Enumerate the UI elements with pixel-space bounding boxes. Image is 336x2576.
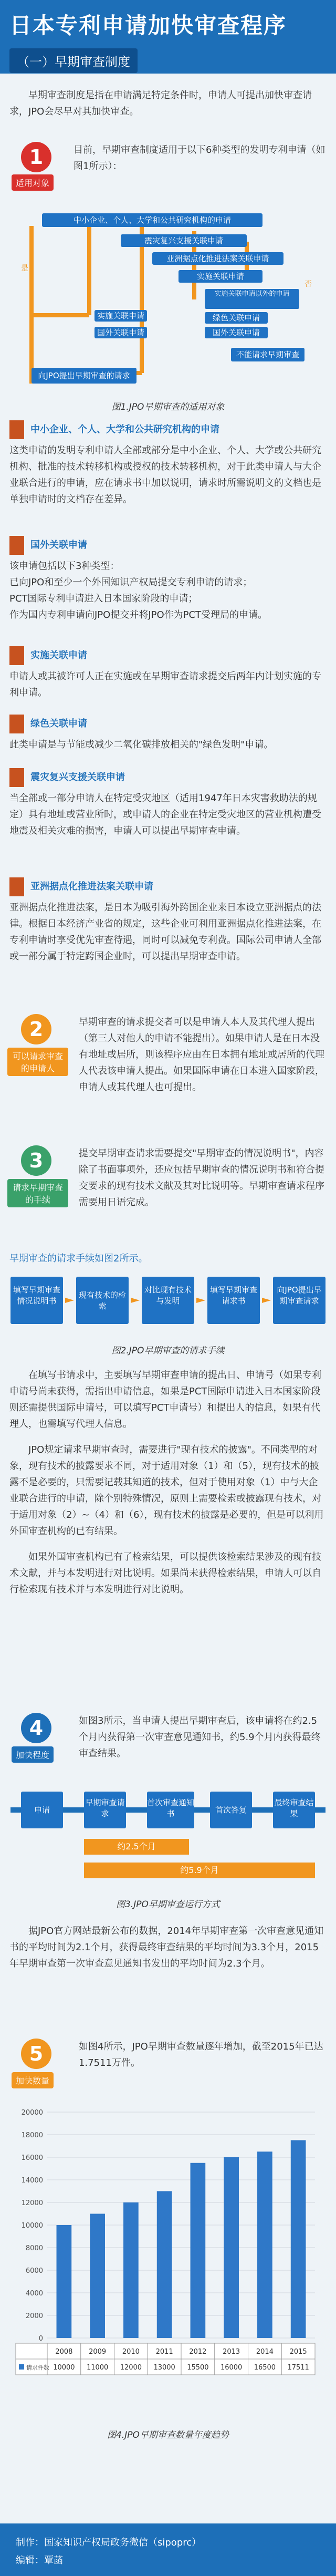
x-tick-label: 2011 [155, 2348, 173, 2356]
bar [123, 2202, 139, 2338]
page-title: 日本专利申请加快审查程序 [9, 13, 287, 38]
section2-title: 国外关联申请 [30, 540, 87, 551]
fig1-box-sme: 中小企业、个人、大学和公共研究机构的申请 [42, 213, 262, 227]
section4-text: 此类申请是与节能或减少二氧化碳排放相关的"绿色发明"申请。 [9, 739, 274, 750]
fig1-box-asia: 亚洲据点化推进法案关联申请 [152, 252, 284, 265]
step4-text-block [79, 1713, 327, 1762]
fig2-arrows [10, 1271, 326, 1334]
x-tick-label: 2015 [289, 2348, 307, 2356]
table-value: 17511 [287, 2364, 309, 2372]
step3-text: 提交早期审查请求需要提交"早期审查的情况说明书"，内容除了书面事项外，还应包括早期审查的情况说明书和符合提交要求的现有技术文献及其对比说明等。早期审查请求程序需要用日语完成。 [79, 1148, 324, 1208]
figure3 [10, 1786, 326, 1891]
figure2 [10, 1271, 326, 1334]
after-fig2-para1: 在填写书请求中，主要填写早期审查申请的提出日、申请号（如果专利申请号尚未获得，需指出申请信息，如果是PCT国际申请进入日本国家阶段则还需提供国际申请号，可以填写PCT申请号）和提出人的信息，如果有代理人，也需填写代理人信息。 [9, 1370, 321, 1430]
section5-body [9, 790, 327, 839]
figure4 [10, 2102, 326, 2417]
step2-text: 早期审查的请求提交者可以是申请人本人及其代理人提出（第三人对他人的申请不能提出）。如果申请人是在日本没有地址或居所，则该程序应由在日本拥有地址或居所的代理人代表该申请人提出。如果国际申请在日本进入国家阶段，申请人或其代理人也可提出。 [79, 1017, 324, 1093]
bar [57, 2225, 72, 2338]
section4-body [9, 737, 327, 753]
fig2-step5: 向JPO提出早期审查请求 [273, 1277, 326, 1324]
section5-text: 当全部或一部分申请人在特定受灾地区（适用1947年日本灾害救助法的规定）具有地址或营业所时，或申请人的企业在特定受灾地区的营业机构遭受地震及相关灾难的损害，申请人可以提出早期审查申请。 [9, 793, 321, 836]
x-tick-label: 2013 [223, 2348, 240, 2356]
figure2-caption: 图2.JPO早期审查的请求手续 [111, 1346, 225, 1356]
fig1-yes-label: 是 [21, 264, 28, 273]
intro-block [9, 87, 327, 120]
step3-text-block [79, 1145, 327, 1211]
bar [224, 2157, 239, 2338]
y-tick-label: 8000 [25, 2244, 43, 2252]
table-value: 12000 [120, 2364, 142, 2372]
fig1-box-disaster: 震灾复兴支援关联申请 [121, 234, 247, 247]
figure4-caption: 图4.JPO早期审查数量年度趋势 [107, 2430, 229, 2440]
step2-label: 可以请求审查的申请人 [7, 1048, 68, 1076]
fig1-no-label: 否 [304, 280, 312, 288]
step5-number: 5 [21, 2039, 51, 2069]
fig2-step2: 现有技术的检索 [76, 1277, 129, 1324]
fig1-box-foreign-2: 国外关联申请 [94, 327, 147, 338]
y-tick-label: 10000 [21, 2222, 43, 2230]
section5-title-row [9, 768, 324, 787]
fig1-box-impl-1: 实施关联申请 [178, 270, 262, 283]
section3-text: 申请人或其被许可人正在实施或在早期审查请求提交后两年内计划实施的专利申请。 [9, 671, 321, 698]
x-tick-label: 2009 [89, 2348, 107, 2356]
legend-swatch [19, 2364, 24, 2370]
section6-title: 亚洲据点化推进法案关联申请 [30, 881, 153, 892]
section3-icon [9, 646, 24, 665]
y-tick-label: 4000 [25, 2290, 43, 2298]
table-value: 16000 [220, 2364, 243, 2372]
section6-text: 亚洲据点化推进法案，是日本为吸引海外跨国企业来日本设立亚洲据点的法律。根据日本经济产业省的规定，这些企业可利用亚洲据点化推进法案，在专利申请时享受优先审查待遇，同时可以减免专利费。国际公司申请人全部或一部分属于特定跨国企业时，可以提出早期审查申请。 [9, 902, 321, 962]
fig1-box-submit: 向JPO提出早期审查的请求 [32, 368, 136, 384]
fig1-box-not-allowed: 不能请求早期审查 [231, 348, 304, 361]
figure1 [21, 210, 315, 389]
section4-title-row [9, 715, 324, 733]
section5-icon [9, 768, 24, 787]
section4-title: 绿色关联申请 [30, 718, 87, 729]
section2-title-row [9, 536, 324, 555]
after-fig2-para3: 如果外国审查机构已有了检索结果，可以提供该检索结果涉及的现有技术文献，并与本发明进行对比说明。如果尚未获得检索结果，申请人可以自行检索现有技术并与本发明进行对比说明。 [9, 1551, 321, 1595]
step3-number: 3 [21, 1145, 51, 1176]
section1-title: 中小企业、个人、大学和公共研究机构的申请 [30, 424, 219, 435]
intro-text: 早期审查制度是指在申请满足特定条件时，申请人可提出加快审查请求，JPO会尽早对其加快审查。 [9, 90, 312, 117]
fig1-box-green: 绿色关联申请 [205, 312, 268, 324]
step1-text: 目前，早期审查制度适用于以下6种类型的发明专利申请（如图1所示）： [74, 144, 326, 172]
step4-text: 如图3所示，当申请人提出早期审查后，该申请将在约2.5个月内获得第一次审查意见通知书，约5.9个月内获得最终审查结果。 [79, 1715, 321, 1759]
footer-line2: 编辑：覃菡 [16, 2555, 63, 2566]
fig2-step4: 填写早期审查请求书 [207, 1277, 260, 1324]
y-tick-label: 2000 [25, 2312, 43, 2320]
fig2-intro: 早期审查的请求手续如图2所示。 [9, 1253, 148, 1264]
y-tick-label: 16000 [21, 2154, 43, 2162]
x-tick-label: 2010 [122, 2348, 140, 2356]
section4-icon [9, 715, 24, 733]
fig3-box-1: 申请 [21, 1792, 63, 1828]
footer-line1: 制作：国家知识产权局政务微信（sipoprc） [16, 2537, 202, 2548]
step1-label: 适用对象 [12, 174, 54, 191]
x-tick-label: 2012 [189, 2348, 207, 2356]
section2-body [9, 558, 327, 623]
fig3-box-4: 首次答复 [210, 1792, 252, 1828]
section2-text: 该申请包括以下3种类型： 已向JPO和至少一个外国知识产权局提交专利申请的请求； PCT国际专利申请进入日本国家阶段的申请； 作为国内专利申请向JPO提交并将JPO作为PCT受理局的申请。 [9, 561, 268, 620]
section1-icon [9, 420, 24, 439]
section3-title-row [9, 646, 324, 665]
bar [90, 2214, 105, 2339]
section1-text: 这类申请的发明专利申请人全部或部分是中小企业、个人、大学或公共研究机构、批准的技术转移机构或授权的技术转移机构，对于此类申请人与大企业联合进行的申请，应在请求书中加以说明，请求时所需说明文的文档也是单独申请时的文档存在差异。 [9, 445, 321, 505]
figure3-caption: 图3.JPO早期审查运行方式 [116, 1899, 220, 1910]
table-value: 16500 [254, 2364, 276, 2372]
step2-text-block [79, 1014, 327, 1095]
step2-number: 2 [21, 1014, 51, 1044]
section6-icon [9, 877, 24, 896]
step1-text-block [74, 142, 327, 174]
fig1-box-foreign-1: 国外关联申请 [205, 327, 268, 338]
x-tick-label: 2008 [55, 2348, 73, 2356]
step4-number: 4 [21, 1713, 51, 1743]
step5-text-block [79, 2039, 327, 2071]
y-tick-label: 14000 [21, 2177, 43, 2185]
section5-title: 震灾复兴支援关联申请 [30, 772, 125, 783]
bar [257, 2151, 272, 2338]
legend-label: 请求件数 [26, 2364, 49, 2371]
table-value: 11000 [86, 2364, 109, 2372]
x-tick-label: 2014 [256, 2348, 274, 2356]
fig2-intro-block [9, 1250, 327, 1267]
figure1-caption: 图1.JPO早期审查的适用对象 [111, 402, 225, 412]
y-tick-label: 12000 [21, 2199, 43, 2207]
table-value: 15500 [187, 2364, 209, 2372]
fig3-duration-25: 约2.5个月 [84, 1839, 189, 1855]
step5-label: 加快数量 [12, 2072, 54, 2088]
footer [0, 2523, 336, 2576]
section1-body [9, 442, 327, 508]
fig1-box-impl-2: 实施关联申请 [94, 310, 147, 322]
fig2-step3: 对比现有技术与发明 [142, 1277, 194, 1324]
section1-title-row [9, 420, 324, 439]
y-tick-label: 0 [38, 2335, 43, 2343]
after-fig2-block [9, 1367, 327, 1598]
step4-label: 加快程度 [12, 1746, 54, 1763]
bar [291, 2140, 306, 2338]
fig3-box-2: 早期审查请求 [84, 1792, 126, 1828]
fig1-box-non-impl: 实施关联申请以外的申请 [205, 289, 299, 309]
fig3-box-3: 首次审查通知书 [147, 1792, 194, 1828]
section6-body [9, 899, 327, 965]
section3-body [9, 668, 327, 701]
section-label: （一）早期审查制度 [9, 48, 138, 73]
after-fig2-para2: JPO规定请求早期审查时，需要进行"现有技术的披露"。不同类型的对象，现有技术的披露要求不同，对于适用对象（1）和（5），现有技术的披露不是必要的，只需要记载其知道的技术，但对于使用对象（1）中与大企业联合进行的申请，除个别特殊情况，原则上需要检索或披露现有技术，对于适用对象（2）~（4）和（6），现有技术的披露是必要的，但是可以利用外国审查机构的已有结果。 [9, 1444, 324, 1537]
after-fig3-text: 据JPO官方网站最新公布的数据，2014年早期审查第一次审查意见通知书的平均时间为2.1个月，获得最终审查结果的平均时间为3.3个月，2015年早期审查第一次审查意见通知书发出的平均时间为2.3个月。 [9, 1926, 324, 1969]
header [0, 0, 336, 74]
step3-label: 请求早期审查的手续 [7, 1179, 68, 1207]
fig2-step1: 填写早期审查情况说明书 [10, 1277, 63, 1324]
after-fig3-block [9, 1923, 327, 1972]
table-value: 13000 [153, 2364, 175, 2372]
section3-title: 实施关联申请 [30, 650, 87, 661]
table-value: 10000 [53, 2364, 75, 2372]
fig3-box-5: 最终审查结果 [273, 1792, 315, 1828]
section6-title-row [9, 877, 324, 896]
step1-number: 1 [21, 142, 51, 172]
step5-text: 如图4所示，JPO早期审查数量逐年增加，截至2015年已达1.7511万件。 [79, 2041, 323, 2068]
section2-icon [9, 536, 24, 555]
fig3-duration-59: 约5.9个月 [84, 1863, 315, 1878]
y-tick-label: 18000 [21, 2132, 43, 2139]
bar [191, 2163, 206, 2338]
y-tick-label: 6000 [25, 2267, 43, 2275]
figure4-chart [10, 2102, 326, 2417]
y-tick-label: 20000 [21, 2109, 43, 2117]
bar [157, 2191, 172, 2339]
